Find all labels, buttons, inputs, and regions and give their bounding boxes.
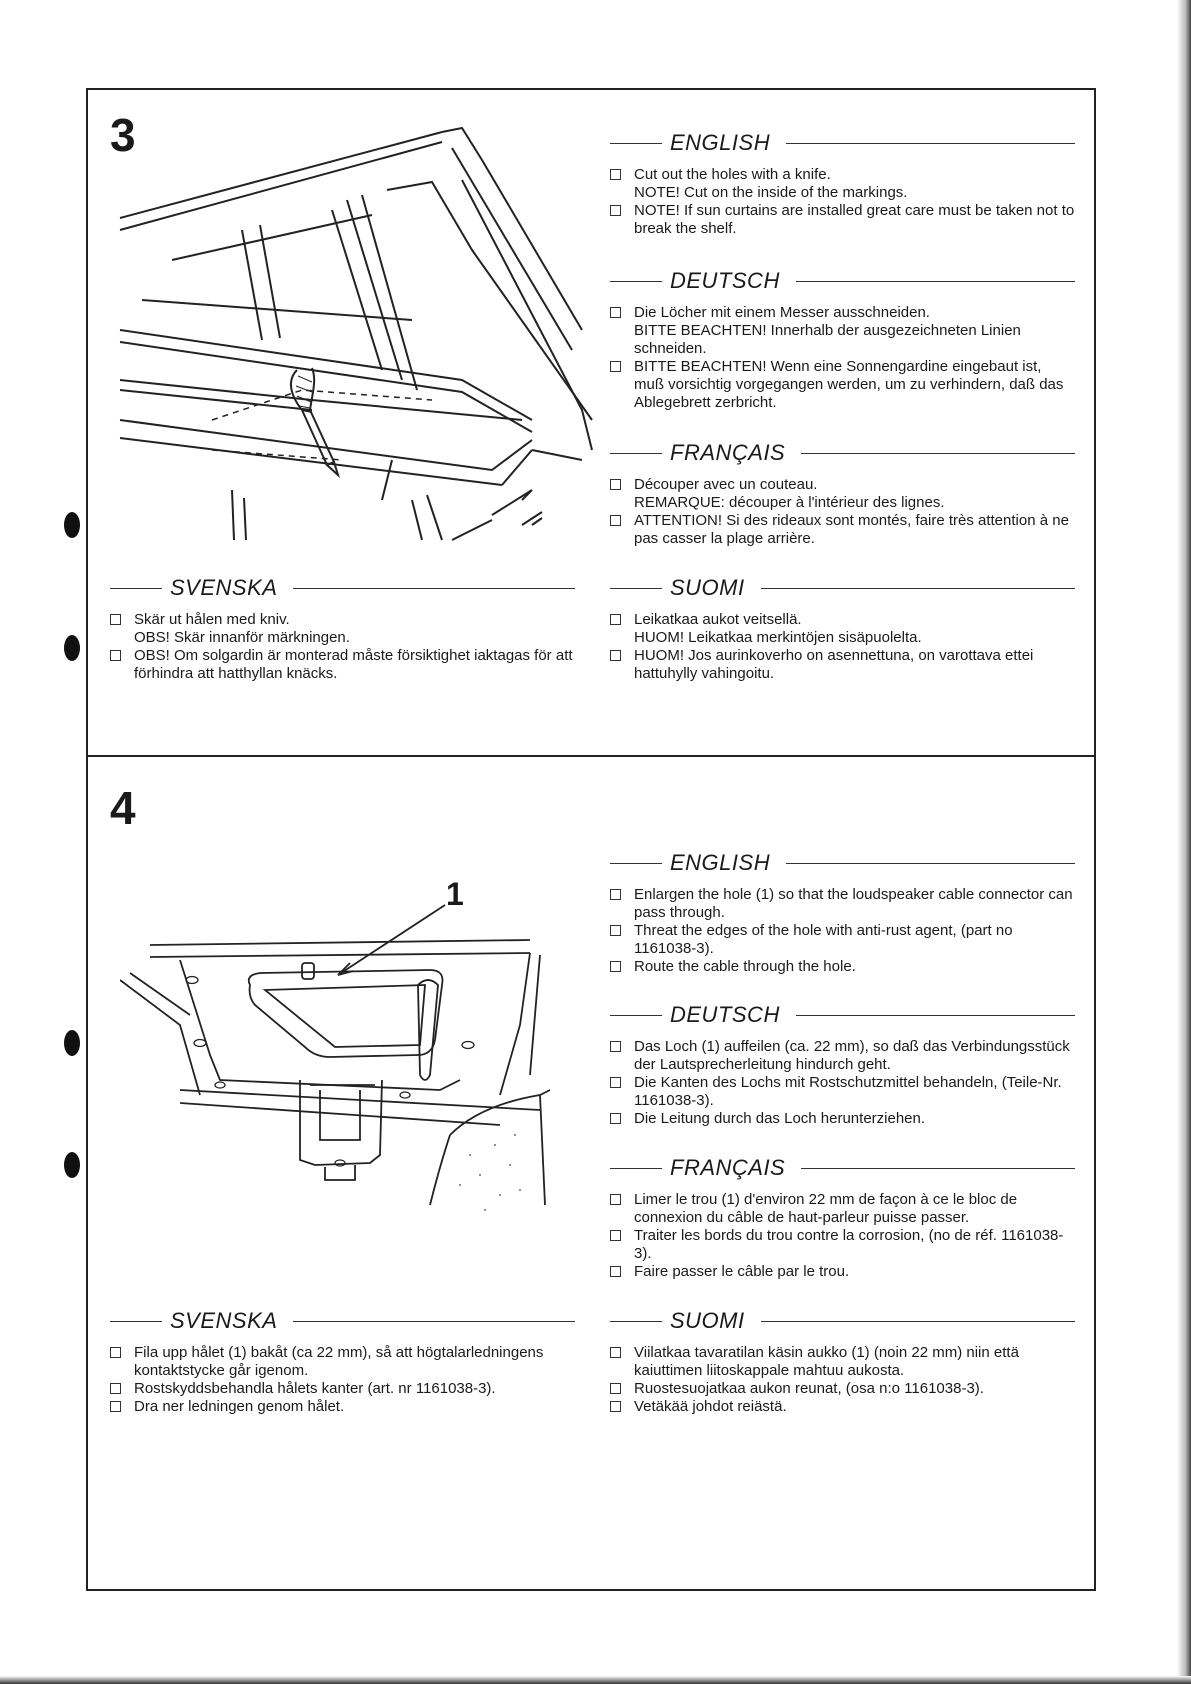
instruction-note: OBS! Skär innanför märkningen. <box>134 629 350 646</box>
punch-hole-4 <box>64 1152 80 1178</box>
lang-heading: SVENSKA <box>110 1308 575 1334</box>
instruction-item: Cut out the holes with a knife. <box>610 166 1075 184</box>
step-3-suomi <box>610 575 1075 683</box>
instruction-item: HUOM! Jos aurinkoverho on asennettuna, on varottava ettei hattuhylly vahingoitu. <box>610 647 1075 683</box>
instruction-item: Die Löcher mit einem Messer ausschneiden. <box>610 304 1075 322</box>
callout-number: 1 <box>446 876 464 912</box>
checkbox-icon[interactable] <box>610 515 621 526</box>
punch-hole-1 <box>64 512 80 538</box>
step-3-illustration <box>112 120 602 570</box>
lang-heading: DEUTSCH <box>610 268 1075 294</box>
instruction-item: Vetäkää johdot reiästä. <box>610 1398 1075 1416</box>
scan-edge-bottom <box>0 1676 1191 1684</box>
instruction-note: BITTE BEACHTEN! Innerhalb der ausgezeichneten Linien schneiden. <box>634 322 1021 357</box>
lang-heading: ENGLISH <box>610 130 1075 156</box>
instruction-item: Die Kanten des Lochs mit Rostschutzmittel behandeln, (Teile-Nr. 1161038-3). <box>610 1074 1075 1110</box>
checkbox-icon[interactable] <box>610 1266 621 1277</box>
punch-hole-3 <box>64 1030 80 1056</box>
instruction-item: ATTENTION! Si des rideaux sont montés, faire très attention à ne pas casser la plage arrière. <box>610 512 1075 548</box>
instruction-item: Traiter les bords du trou contre la corrosion, (no de réf. 1161038-3). <box>610 1227 1075 1263</box>
lang-heading: SUOMI <box>610 1308 1075 1334</box>
instruction-item: Ruostesuojatkaa aukon reunat, (osa n:o 1161038-3). <box>610 1380 1075 1398</box>
lang-heading: ENGLISH <box>610 850 1075 876</box>
instruction-item: NOTE! If sun curtains are installed great care must be taken not to break the shelf. <box>610 202 1075 238</box>
step-4-illustration <box>120 875 600 1235</box>
step-4-deutsch <box>610 1002 1075 1128</box>
checkbox-icon[interactable] <box>610 1401 621 1412</box>
instruction-item: Découper avec un couteau. <box>610 476 1075 494</box>
checkbox-icon[interactable] <box>610 1230 621 1241</box>
step-4-svenska <box>110 1308 575 1416</box>
checkbox-icon[interactable] <box>110 1401 121 1412</box>
checkbox-icon[interactable] <box>110 1383 121 1394</box>
checkbox-icon[interactable] <box>610 889 621 900</box>
checkbox-icon[interactable] <box>610 1383 621 1394</box>
lang-heading: SVENSKA <box>110 575 575 601</box>
lang-heading: FRANÇAIS <box>610 440 1075 466</box>
checkbox-icon[interactable] <box>610 961 621 972</box>
checkbox-icon[interactable] <box>610 614 621 625</box>
step-3-number: 3 <box>110 109 136 161</box>
instruction-item: Limer le trou (1) d'environ 22 mm de façon à ce le bloc de connexion du câble de haut-parleur puisse passer. <box>610 1191 1075 1227</box>
checkbox-icon[interactable] <box>110 614 121 625</box>
instruction-item: Viilatkaa tavaratilan käsin aukko (1) (noin 22 mm) niin että kaiuttimen liitoskappale mahtuu aukosta. <box>610 1344 1075 1380</box>
instruction-item: Threat the edges of the hole with anti-rust agent, (part no 1161038-3). <box>610 922 1075 958</box>
instruction-item: Enlargen the hole (1) so that the loudspeaker cable connector can pass through. <box>610 886 1075 922</box>
step-3-deutsch <box>610 268 1075 412</box>
step-4-english <box>610 850 1075 976</box>
instruction-item: Fila upp hålet (1) bakåt (ca 22 mm), så att högtalarledningens kontaktstycke går igenom. <box>110 1344 575 1380</box>
instruction-item: OBS! Om solgardin är monterad måste försiktighet iaktagas för att förhindra att hatthyllan knäcks. <box>110 647 575 683</box>
checkbox-icon[interactable] <box>610 205 621 216</box>
step-4-number: 4 <box>110 782 136 834</box>
checkbox-icon[interactable] <box>610 361 621 372</box>
step-3-francais <box>610 440 1075 548</box>
lang-heading: FRANÇAIS <box>610 1155 1075 1181</box>
scan-edge-right <box>1177 0 1191 1684</box>
lang-heading: DEUTSCH <box>610 1002 1075 1028</box>
instruction-item: BITTE BEACHTEN! Wenn eine Sonnengardine eingebaut ist, muß vorsichtig vorgegangen werden, um zu verhindern, daß das Ablegebrett zerbricht. <box>610 358 1075 412</box>
checkbox-icon[interactable] <box>610 169 621 180</box>
instruction-item: Route the cable through the hole. <box>610 958 1075 976</box>
instruction-note: NOTE! Cut on the inside of the markings. <box>634 184 908 201</box>
instruction-item: Leikatkaa aukot veitsellä. <box>610 611 1075 629</box>
lang-heading: SUOMI <box>610 575 1075 601</box>
checkbox-icon[interactable] <box>610 650 621 661</box>
instruction-item: Faire passer le câble par le trou. <box>610 1263 1075 1281</box>
checkbox-icon[interactable] <box>610 1113 621 1124</box>
step-3-english <box>610 130 1075 238</box>
checkbox-icon[interactable] <box>110 650 121 661</box>
section-divider <box>86 755 1096 757</box>
step-4-francais <box>610 1155 1075 1281</box>
instruction-item: Rostskyddsbehandla hålets kanter (art. nr 1161038-3). <box>110 1380 575 1398</box>
instruction-item: Skär ut hålen med kniv. <box>110 611 575 629</box>
instruction-item: Die Leitung durch das Loch herunterziehen. <box>610 1110 1075 1128</box>
instruction-item: Das Loch (1) auffeilen (ca. 22 mm), so daß das Verbindungsstück der Lautsprecherleitung hindurch geht. <box>610 1038 1075 1074</box>
instruction-item: Dra ner ledningen genom hålet. <box>110 1398 575 1416</box>
checkbox-icon[interactable] <box>610 925 621 936</box>
step-4-suomi <box>610 1308 1075 1416</box>
step-3-svenska <box>110 575 575 683</box>
instruction-note: HUOM! Leikatkaa merkintöjen sisäpuolelta. <box>634 629 922 646</box>
checkbox-icon[interactable] <box>610 307 621 318</box>
checkbox-icon[interactable] <box>610 1041 621 1052</box>
checkbox-icon[interactable] <box>610 1194 621 1205</box>
instruction-note: REMARQUE: découper à l'intérieur des lignes. <box>634 494 945 511</box>
checkbox-icon[interactable] <box>610 1077 621 1088</box>
checkbox-icon[interactable] <box>110 1347 121 1358</box>
checkbox-icon[interactable] <box>610 479 621 490</box>
checkbox-icon[interactable] <box>610 1347 621 1358</box>
punch-hole-2 <box>64 635 80 661</box>
